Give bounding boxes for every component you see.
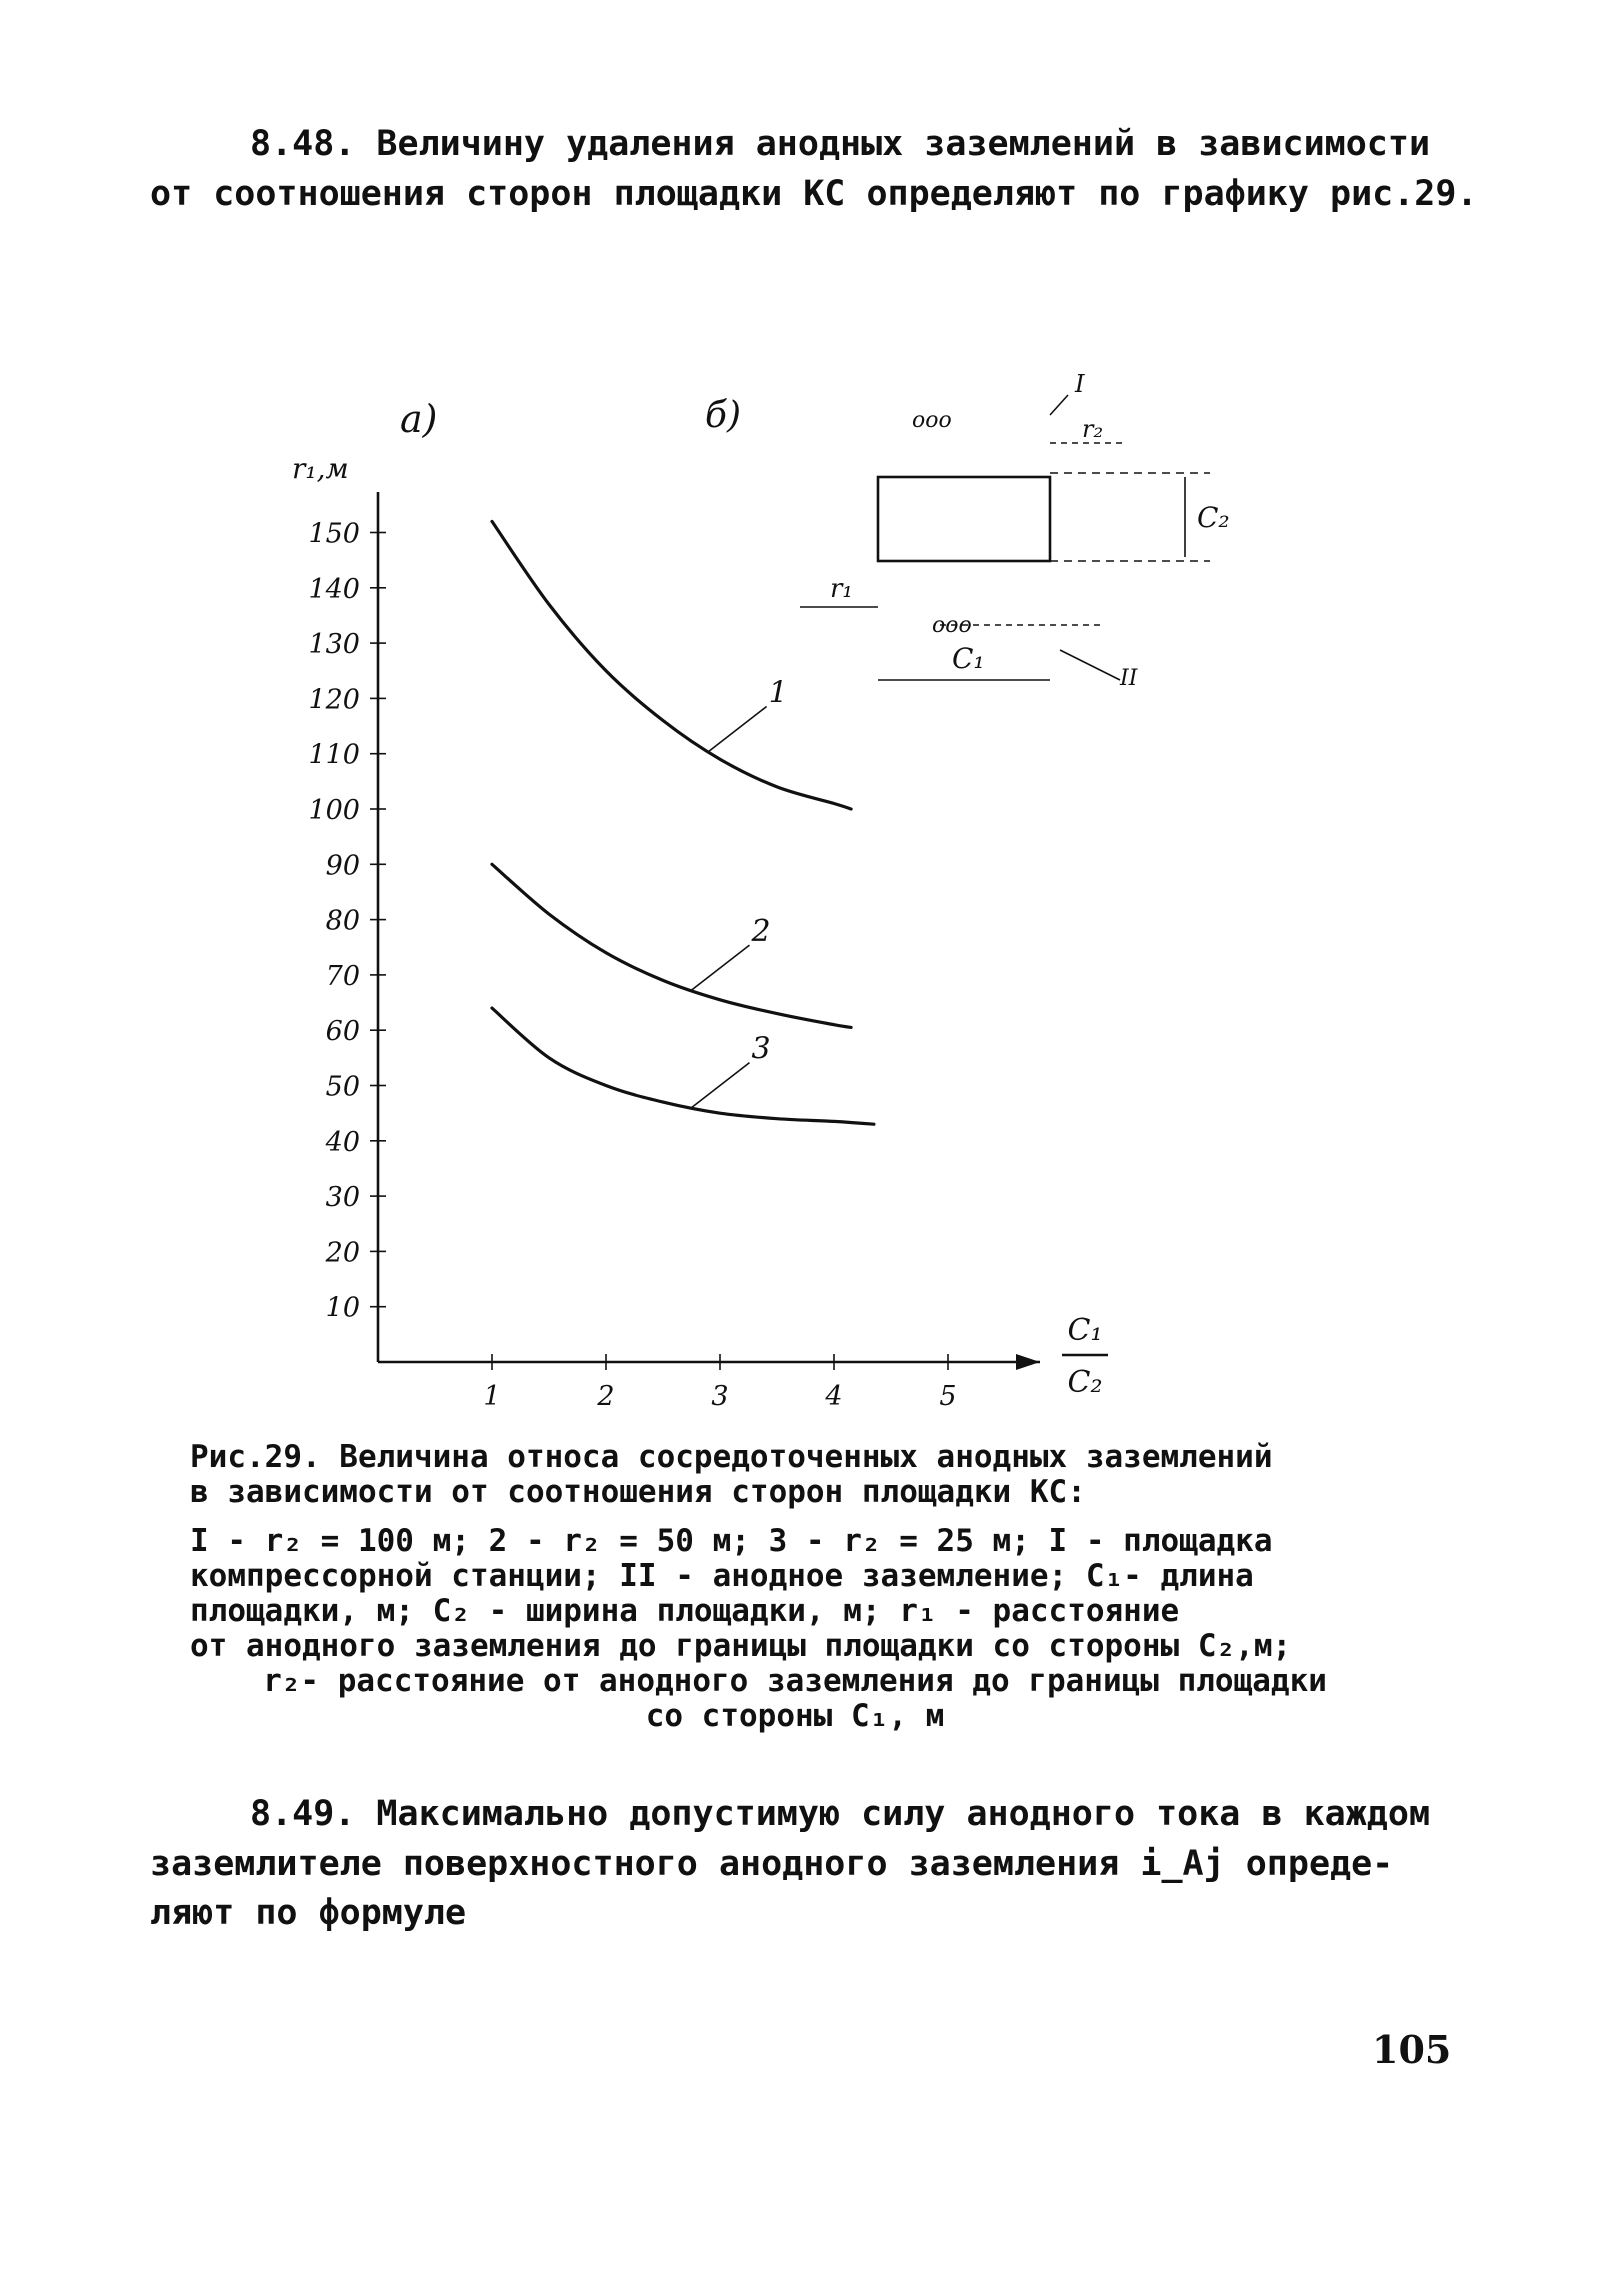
scheme-label-r2: r₂ xyxy=(1082,415,1104,443)
leader-line-II xyxy=(1060,650,1120,680)
x-axis-label-denominator: C₂ xyxy=(1067,1365,1103,1400)
paragraph-line: заземлителе поверхностного анодного заземления i_Aj опреде- xyxy=(150,1843,1394,1884)
panel-a-label: а) xyxy=(400,397,438,441)
caption-line: Рис.29. Величина относа сосредоточенных анодных заземлений xyxy=(190,1439,1273,1475)
scheme-label-II: II xyxy=(1120,666,1138,691)
series-leader-line xyxy=(709,706,767,751)
caption-line: компрессорной станции; II - анодное заземление; C₁- длина xyxy=(190,1558,1254,1595)
y-tick-label: 100 xyxy=(308,795,360,826)
scheme-label-I: I xyxy=(1075,370,1085,398)
series-label: 2 xyxy=(751,914,771,950)
leader-line-I xyxy=(1050,395,1068,415)
x-tick-label: 2 xyxy=(597,1381,615,1412)
y-tick-label: 40 xyxy=(325,1126,360,1158)
site-scheme-diagram xyxy=(800,370,1230,691)
y-tick-label: 120 xyxy=(308,684,360,716)
x-tick-label: 4 xyxy=(825,1381,843,1412)
caption-line: со стороны C₁, м xyxy=(645,1698,945,1735)
x-tick-label: 5 xyxy=(939,1381,957,1412)
scheme-label-C2: C₂ xyxy=(1197,501,1230,534)
y-tick-label: 150 xyxy=(308,518,360,550)
caption-line: в зависимости от соотношения сторон площадки КС: xyxy=(190,1474,1086,1511)
y-tick-label: 80 xyxy=(325,905,360,937)
y-tick-label: 70 xyxy=(325,960,360,992)
y-tick-label: 90 xyxy=(325,850,360,882)
curve-2 xyxy=(492,864,851,1027)
figure-caption xyxy=(190,1440,1400,1734)
panel-b-label: б) xyxy=(705,395,742,436)
y-tick-label: 30 xyxy=(325,1182,360,1214)
y-tick-label: 10 xyxy=(325,1292,360,1324)
caption-line: от анодного заземления до границы площадки со стороны C₂,м; xyxy=(190,1628,1292,1665)
page-number: 105 xyxy=(1372,2027,1452,2072)
y-tick-label: 60 xyxy=(325,1016,360,1048)
series-group xyxy=(492,521,874,1124)
ground-marks-top: ооо xyxy=(912,408,952,433)
x-axis-arrow xyxy=(1016,1354,1040,1370)
compressor-site-rectangle xyxy=(878,477,1050,561)
caption-line: площадки, м; C₂ - ширина площадки, м; r₁ - расстояние xyxy=(190,1593,1180,1630)
x-tick-label: 3 xyxy=(711,1381,729,1412)
ground-marks-bottom: ооо xyxy=(932,613,972,638)
series-label: 1 xyxy=(768,675,788,711)
y-tick-label: 50 xyxy=(325,1071,360,1103)
caption-line: I - r₂ = 100 м; 2 - r₂ = 50 м; 3 - r₂ = 25 м; I - площадка xyxy=(190,1523,1273,1560)
section-8-49-paragraph xyxy=(150,1790,1430,1939)
curve-3 xyxy=(492,1008,874,1124)
scheme-label-C1: C₁ xyxy=(952,642,985,675)
y-tick-label: 140 xyxy=(308,573,360,605)
paragraph-line: ляют по формуле xyxy=(150,1893,467,1934)
caption-line: r₂- расстояние от анодного заземления до границы площадки xyxy=(263,1663,1327,1700)
paragraph-line: 8.49. Максимально допустимую силу анодного тока в каждом xyxy=(250,1794,1431,1834)
y-tick-label: 130 xyxy=(308,629,360,661)
paragraph-line: 8.48. Величину удаления анодных заземлений в зависимости xyxy=(250,124,1431,164)
x-tick-label: 1 xyxy=(483,1381,501,1412)
curve-1 xyxy=(492,521,851,809)
paragraph-line: от соотношения сторон площадки КС определяют по графику рис.29. xyxy=(150,173,1478,214)
series-leader-line xyxy=(692,1063,750,1108)
series-label: 3 xyxy=(751,1031,771,1067)
scheme-label-r1: r₁ xyxy=(830,574,853,604)
series-leader-line xyxy=(692,945,750,990)
y-tick-label: 20 xyxy=(325,1237,360,1269)
y-ticks xyxy=(308,519,386,1324)
y-tick-label: 110 xyxy=(308,739,360,771)
y-axis-label: r₁,м xyxy=(292,452,349,485)
x-axis-label-numerator: C₁ xyxy=(1067,1313,1103,1348)
